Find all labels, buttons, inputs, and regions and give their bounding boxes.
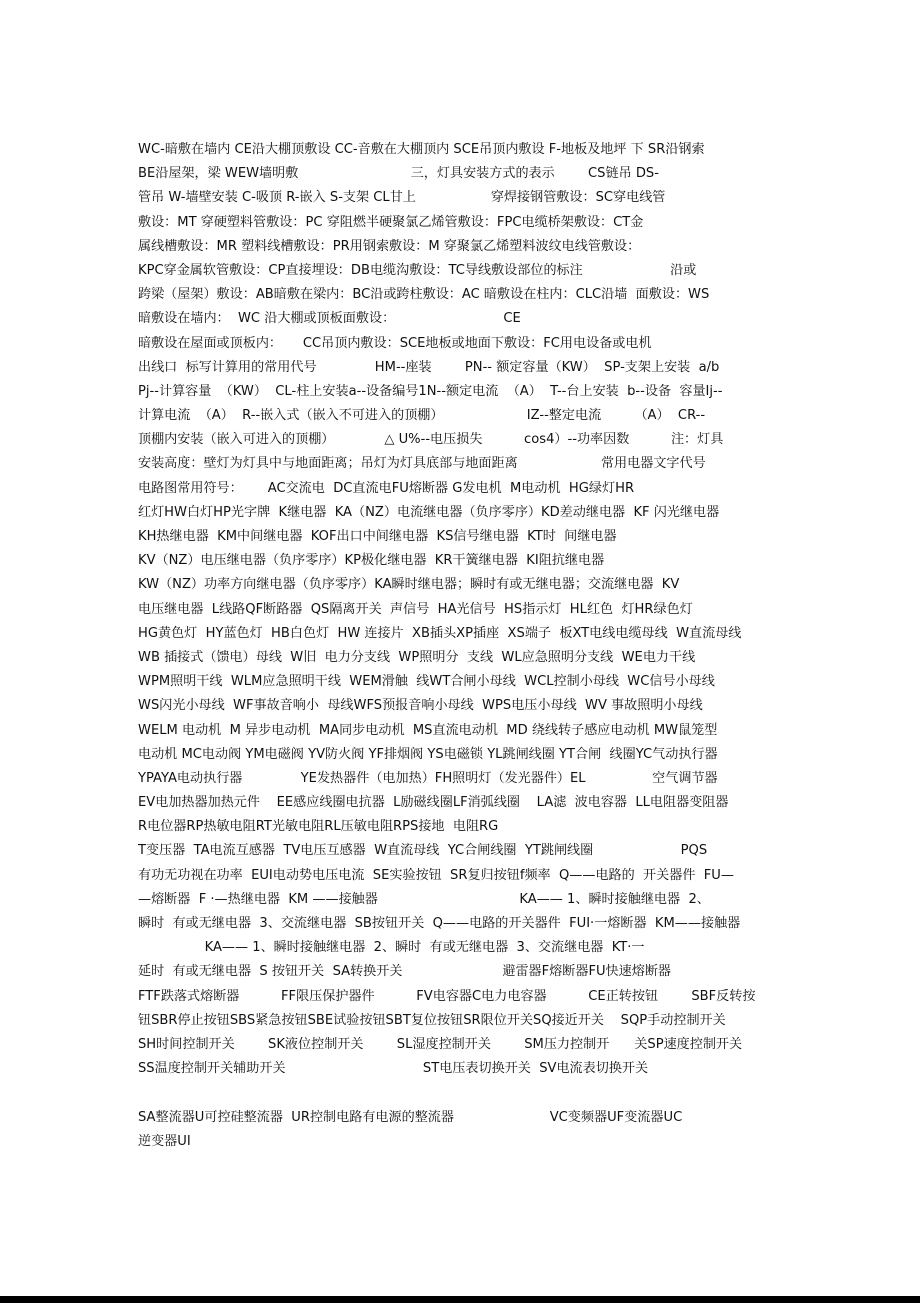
text-line: 有功无功视在功率 EUI电动势电压电流 SE实验按钮 SR复归按钮f频率 Q——电路的 开关器件 FU— [138,867,734,883]
text-line: KV（NZ）电压继电器（负序零序）KP极化继电器 KR干簧继电器 KI阻抗继电器 [138,553,605,569]
text-line: SS温度控制开关辅助开关 ST电压表切换开关 SV电流表切换开关 [138,1061,649,1077]
text-line: Pj--计算容量 （KW） CL-柱上安装a--设备编号1N--额定电流 （A） T--台上安装 b--设备 容量Ij-- [138,383,723,399]
page-bottom-rule [0,1296,920,1303]
text-line: 红灯HW白灯HP光字牌 K继电器 KA（NZ）电流继电器（负序零序）KD差动继电器 KF 闪光继电器 [138,504,720,520]
text-line: WC-暗敷在墙内 CE沿大棚顶敷设 CC-音敷在大棚顶内 SCE吊顶内敷设 F-地板及地坪 下 SR沿钢索 [138,142,705,157]
text-line: KW（NZ）功率方向继电器（负序零序）KA瞬时继电器；瞬时有或无继电器；交流继电器 KV [138,577,680,593]
document-body [138,138,788,1154]
text-line: 延时 有或无继电器 S 按钮开关 SA转换开关 避雷器F熔断器FU快速熔断器 [138,964,672,980]
text-line: T变压器 TA电流互感器 TV电压互感器 W直流母线 YC合闸线圈 YT跳闸线圈 PQS [138,843,708,859]
text-line: 电动机 MC电动阀 YM电磁阀 YV防火阀 YF排烟阀 YS电磁锁 YL跳闸线圈 YT合闸 线圈YC气动执行器 [138,746,718,762]
text-line: KPC穿金属软管敷设：CP直接埋设：DB电缆沟敷设：TC导线敷设部位的标注 沿或 [138,262,697,278]
text-line: WPM照明干线 WLM应急照明干线 WEM滑触 线WT合闸小母线 WCL控制小母线 WC信号小母线 [138,674,715,690]
text-line: 瞬时 有或无继电器 3、交流继电器 SB按钮开关 Q——电路的开关器件 FUI·一熔断器 KM——接触器 [138,916,741,931]
text-line: HG黄色灯 HY蓝色灯 HB白色灯 HW 连接片 XB插头XP插座 XS端子 板XT电线电缆母线 W直流母线 [138,625,742,641]
text-line: KA—— 1、瞬时接触继电器 2、瞬时 有或无继电器 3、交流继电器 KT·一 [138,940,645,956]
text-line: 暗敷设在屋面或顶板内： CC吊顶内敷设：SCE地板或地面下敷设：FC用电设备或电机 [138,335,652,351]
text-line [138,1081,788,1105]
text-line: 敷设：MT 穿硬塑料管敷设：PC 穿阻燃半硬聚氯乙烯管敷设：FPC电缆桥架敷设：CT金 [138,214,644,230]
text-line: SH时间控制开关 SK液位控制开关 SL湿度控制开关 SM压力控制开 关SP速度控制开关 [138,1036,743,1052]
text-line: 跨梁（屋架）敷设：AB暗敷在梁内：BC沿或跨柱敷设：AC 暗敷设在柱内：CLC沿墙 面敷设：WS [138,287,710,303]
text-line: R电位器RP热敏电阻RT光敏电阻RL压敏电阻RPS接地 电阻RG [138,819,499,835]
text-line: 管吊 W-墙壁安装 C-吸顶 R-嵌入 S-支架 CL甘上 穿焊接钢管敷设：SC穿电线管 [138,190,666,206]
text-line: FTF跌落式熔断器 FF限压保护器件 FV电容器C电力电容器 CE正转按钮 SBF反转按 [138,988,756,1004]
text-line: WELM 电动机 M 异步电动机 MA同步电动机 MS直流电动机 MD 绕线转子感应电动机 MW鼠笼型 [138,722,718,738]
text-line: 属线槽敷设：MR 塑料线槽敷设：PR用钢索敷设：M 穿聚氯乙烯塑料波纹电线管敷设： [138,238,641,254]
text-line: —熔断器 F ·—热继电器 KM ——接触器 KA—— 1、瞬时接触继电器 2、 [138,891,710,907]
text-line: 电路图常用符号： AC交流电 DC直流电FU熔断器 G发电机 M电动机 HG绿灯HR [138,480,635,496]
text-line: YPAYA电动执行器 YE发热器件（电加热）FH照明灯（发光器件）EL 空气调节器 [138,770,718,786]
text-line: SA整流器U可控硅整流器 UR控制电路有电源的整流器 VC变频器UF变流器UC [138,1109,683,1125]
text-line: 出线口 标写计算用的常用代号 HM--座装 PN-- 额定容量（KW） SP-支架上安装 a/b [138,359,720,375]
text-line: WS闪光小母线 WF事故音响小 母线WFS预报音响小母线 WPS电压小母线 WV 事故照明小母线 [138,698,703,714]
text-line: EV电加热器加热元件 EE感应线圈电抗器 L励磁线圈LF消弧线圈 LA滤 波电容器 LL电阻器变阻器 [138,795,729,811]
text-line: 逆变器UI [138,1133,191,1149]
text-line: BE沿屋架，梁 WEW墙明敷 三，灯具安装方式的表示 CS链吊 DS- [138,166,659,182]
text-line: 计算电流 （A） R--嵌入式（嵌入不可进入的顶棚） IZ--整定电流 （A） CR-- [138,408,706,424]
text-line: KH热继电器 KM中间继电器 KOF出口中间继电器 KS信号继电器 KT时 间继电器 [138,529,617,544]
text-line: 安装高度：壁灯为灯具中与地面距离；吊灯为灯具底部与地面距离 常用电器文字代号 [138,456,706,472]
text-line: 顶棚内安装（嵌入可进入的顶棚） △ U%--电压损失 cos4）--功率因数 注：灯具 [138,432,724,448]
text-line: 暗敷设在墙内： WC 沿大棚或顶板面敷设： CE [138,311,521,327]
text-line: WB 插接式（馈电）母线 W旧 电力分支线 WP照明分 支线 WL应急照明分支线 WE电力干线 [138,649,696,665]
text-line: 钮SBR停止按钮SBS紧急按钮SBE试验按钮SBT复位按钮SR限位开关SQ接近开关 SQP手动控制开关 [138,1012,726,1028]
text-line: 电压继电器 L线路QF断路器 QS隔离开关 声信号 HA光信号 HS指示灯 HL红色 灯HR绿色灯 [138,601,693,617]
